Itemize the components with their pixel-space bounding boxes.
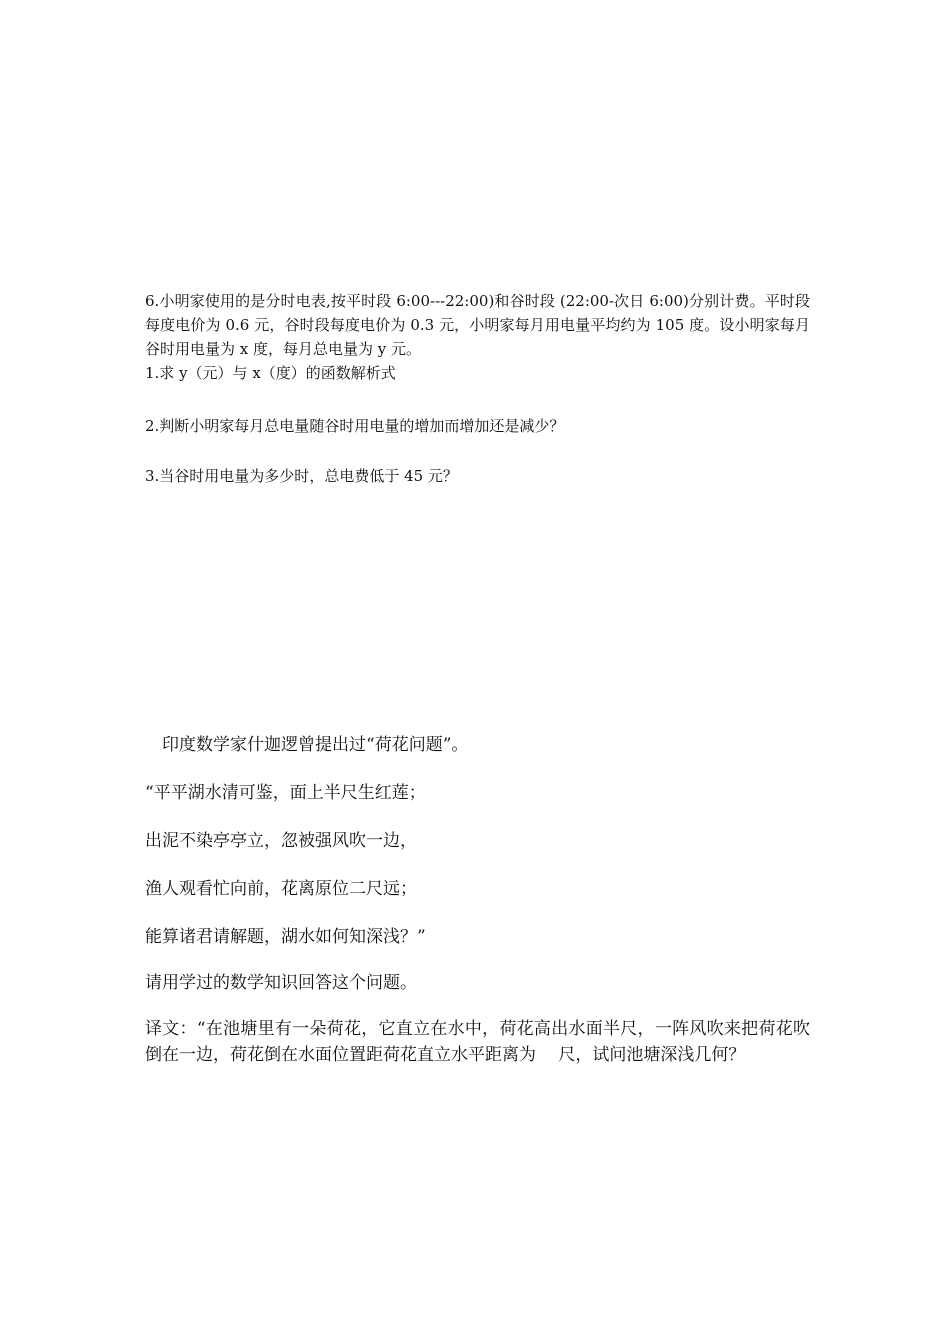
problem-6-question-3: 3.当谷时用电量为多少时，总电费低于 45 元？ [145, 467, 458, 485]
poem-line-1: “平平湖水清可鉴，面上半尺生红莲； [145, 783, 426, 803]
lotus-problem-lead: 印度数学家什迦逻曾提出过“荷花问题”。 [162, 735, 469, 755]
problem-6-question-1: 1.求 y（元）与 x（度）的函数解析式 [145, 364, 396, 382]
poem-line-2: 出泥不染亭亭立，忽被强风吹一边， [145, 831, 417, 851]
problem-6-intro: 6.小明家使用的是分时电表,按平时段 6:00---22:00)和谷时段 (22:00-次日 6:00)分别计费。平时段每度电价为 0.6 元，谷时段每度电价为 0.3 元，小明家每月用电量平均约为 105 度。设小明家每月谷时用电量为 x 度，每月总电量为 y 元。 [145, 292, 810, 358]
lotus-question: 请用学过的数学知识回答这个问题。 [145, 973, 417, 993]
problem-6-question-2: 2.判断小明家每月总电量随谷时用电量的增加而增加还是减少？ [145, 417, 565, 435]
lotus-translation: 译文：“在池塘里有一朵荷花，它直立在水中，荷花高出水面半尺，一阵风吹来把荷花吹倒在一边，荷花倒在水面位置距荷花直立水平距离为 尺，试问池塘深浅几何？ [145, 1019, 810, 1065]
poem-line-4: 能算诸君请解题，湖水如何知深浅？” [145, 927, 426, 947]
poem-line-3: 渔人观看忙向前，花离原位二尺远； [145, 879, 417, 899]
